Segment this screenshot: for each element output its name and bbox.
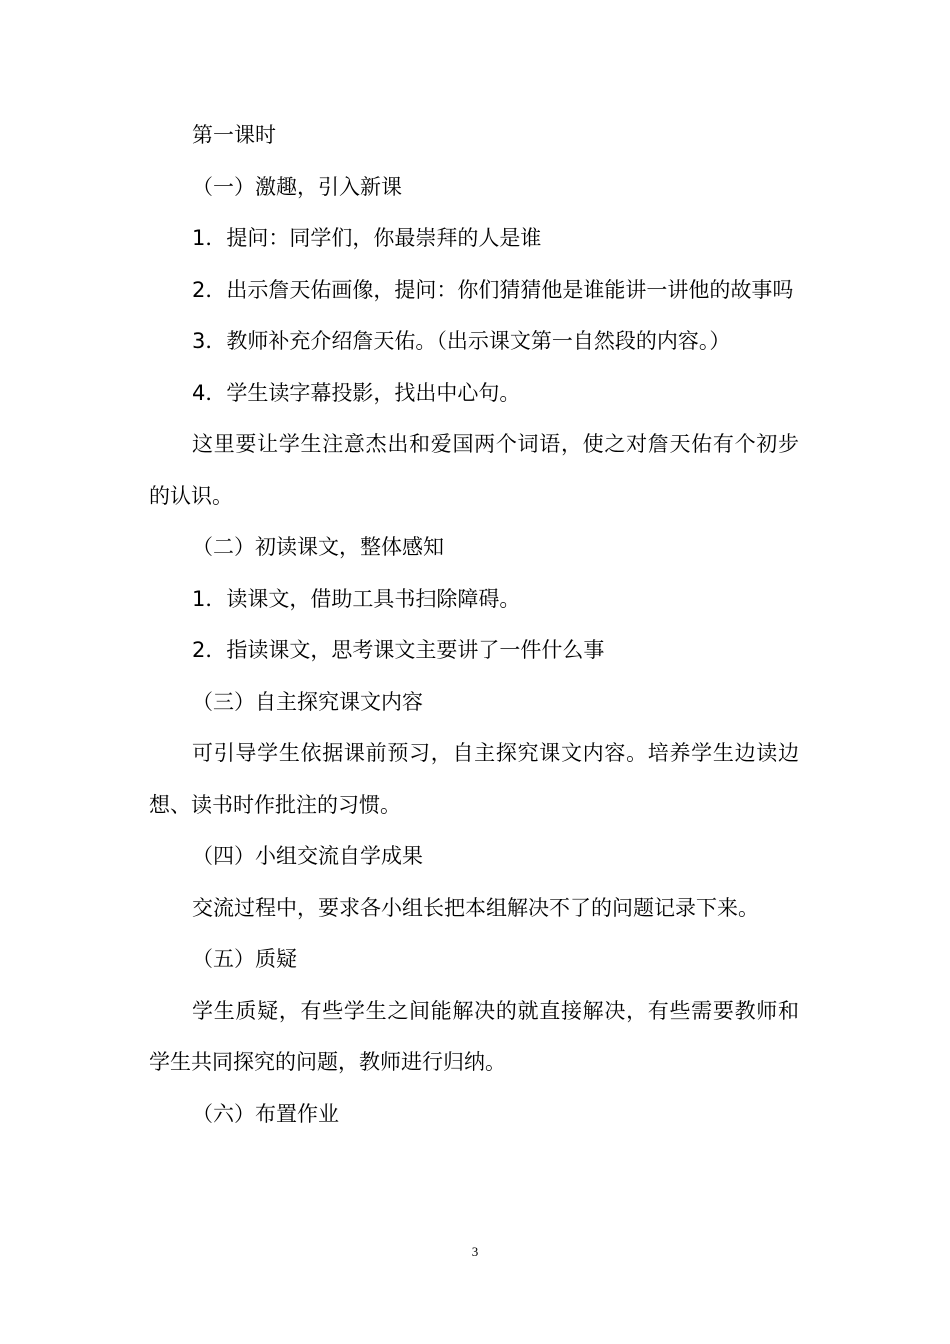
body-paragraph: 学生质疑，有些学生之间能解决的就直接解决，有些需要教师和学生共同探究的问题，教师进行归纳。 <box>149 998 799 1074</box>
step-item: 1．提问：同学们，你最崇拜的人是谁 <box>192 226 542 250</box>
step-item: 4．学生读字幕投影，找出中心句。 <box>192 380 521 405</box>
step-item: 2．指读课文，思考课文主要讲了一件什么事 <box>192 638 605 662</box>
page-number: 3 <box>471 1244 479 1259</box>
section-heading: （五）质疑 <box>192 947 297 971</box>
body-paragraph: 交流过程中，要求各小组长把本组解决不了的问题记录下来。 <box>192 895 759 920</box>
step-item: 2．出示詹天佑画像，提问：你们猜猜他是谁能讲一讲他的故事吗 <box>192 277 794 302</box>
lesson-heading: 第一课时 <box>192 123 276 147</box>
section-heading: （三）自主探究课文内容 <box>192 689 423 714</box>
section-heading: （二）初读课文，整体感知 <box>192 535 444 559</box>
section-heading: （四）小组交流自学成果 <box>192 844 423 868</box>
step-item: 1．读课文，借助工具书扫除障碍。 <box>192 586 521 611</box>
document-body <box>149 110 799 1140</box>
step-item: 3．教师补充介绍詹天佑。（出示课文第一自然段的内容。） <box>192 329 731 353</box>
body-paragraph: 可引导学生依据课前预习，自主探究课文内容。培养学生边读边想、读书时作批注的习惯。 <box>149 741 799 817</box>
section-heading: （一）激趣，引入新课 <box>192 174 402 199</box>
section-heading: （六）布置作业 <box>192 1101 339 1126</box>
body-paragraph: 这里要让学生注意杰出和爱国两个词语，使之对詹天佑有个初步的认识。 <box>149 432 799 508</box>
